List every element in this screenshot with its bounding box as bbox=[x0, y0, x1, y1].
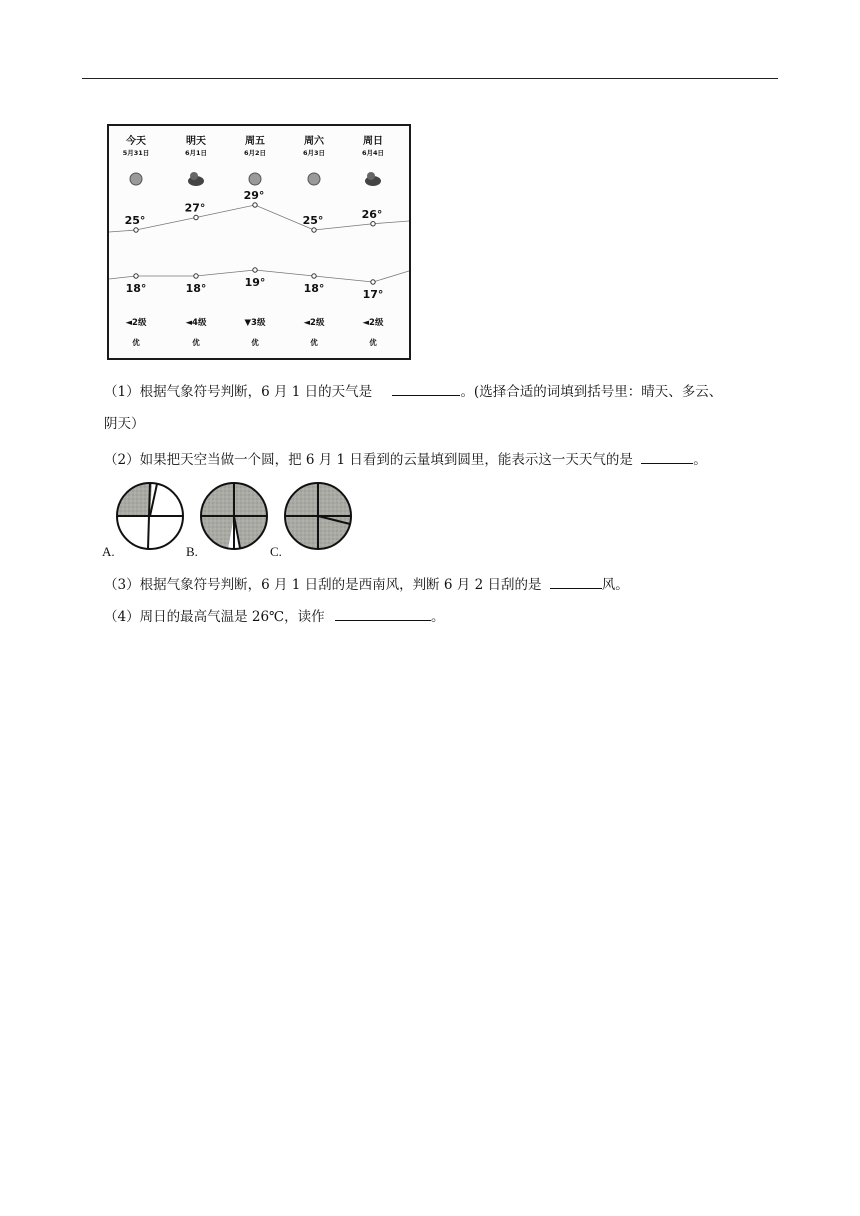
air-quality: 优 bbox=[132, 338, 140, 347]
day-date: 5月31日 bbox=[122, 149, 150, 157]
low-temp-point bbox=[312, 274, 316, 278]
day-name: 周六 bbox=[304, 136, 324, 147]
weather-forecast-panel bbox=[107, 124, 411, 360]
forecast-drawing bbox=[109, 126, 409, 358]
option-a-circle[interactable] bbox=[117, 483, 183, 549]
low-temp-point bbox=[194, 274, 198, 278]
high-temp-point bbox=[194, 215, 198, 219]
option-b-circle[interactable] bbox=[201, 483, 267, 549]
answer-blank-3[interactable] bbox=[550, 574, 602, 589]
high-temp-point bbox=[371, 222, 375, 226]
high-temp-label: 25° bbox=[302, 214, 324, 227]
high-temp-point bbox=[134, 228, 138, 232]
wind-level: ◄2级 bbox=[362, 318, 384, 328]
day-name: 今天 bbox=[126, 136, 146, 147]
question-1 bbox=[104, 381, 722, 402]
air-quality: 优 bbox=[251, 338, 259, 347]
day-date: 6月4日 bbox=[361, 149, 385, 157]
air-quality: 优 bbox=[369, 338, 377, 347]
question-2-end: 。 bbox=[693, 452, 707, 468]
low-temp-point bbox=[371, 280, 375, 284]
sun-icon bbox=[249, 173, 261, 185]
question-1-line-2: 阴天） bbox=[104, 416, 145, 432]
day-date: 6月3日 bbox=[302, 149, 326, 157]
air-quality: 优 bbox=[192, 338, 200, 347]
day-name: 明天 bbox=[186, 136, 206, 147]
answer-blank-1[interactable] bbox=[392, 381, 460, 396]
day-date: 6月2日 bbox=[243, 149, 267, 157]
wind-level: ◄4级 bbox=[185, 318, 207, 328]
cloud-options bbox=[100, 478, 370, 558]
low-temp-label: 18° bbox=[303, 282, 325, 295]
wind-level: ▼3级 bbox=[244, 318, 266, 328]
low-temp-label: 19° bbox=[244, 276, 266, 289]
answer-blank-4[interactable] bbox=[335, 606, 431, 621]
cloud-icon bbox=[188, 172, 204, 186]
sun-icon bbox=[130, 173, 142, 185]
high-temp-point bbox=[312, 228, 316, 232]
question-2-text: （2）如果把天空当做一个圆，把 6 月 1 日看到的云量填到圆里，能表示这一天天气的是 bbox=[104, 452, 633, 468]
question-4-end: 。 bbox=[430, 609, 445, 625]
cloud-icon bbox=[365, 172, 381, 186]
option-b-label: B. bbox=[186, 544, 198, 559]
day-date: 6月1日 bbox=[184, 149, 208, 157]
option-c-circle[interactable] bbox=[285, 483, 351, 549]
question-3-text: （3）根据气象符号判断，6 月 1 日刮的是西南风，判断 6 月 2 日刮的是 bbox=[104, 577, 542, 593]
question-3 bbox=[104, 574, 629, 595]
low-temp-point bbox=[134, 274, 138, 278]
high-temp-label: 25° bbox=[124, 214, 146, 227]
wind-level: ◄2级 bbox=[125, 318, 147, 328]
low-temp-label: 17° bbox=[362, 288, 384, 301]
high-temp-point bbox=[253, 203, 257, 207]
question-4-text: （4）周日的最高气温是 26℃，读作 bbox=[104, 609, 325, 625]
high-temp-label: 29° bbox=[243, 189, 265, 202]
low-temp-point bbox=[253, 268, 257, 272]
day-name: 周日 bbox=[363, 136, 383, 147]
wind-level: ◄2级 bbox=[303, 318, 325, 328]
question-3-end: 风。 bbox=[601, 577, 629, 593]
question-1-text: （1）根据气象符号判断，6 月 1 日的天气是 bbox=[104, 384, 373, 400]
question-4 bbox=[104, 606, 444, 627]
sun-icon bbox=[308, 173, 320, 185]
low-temp-label: 18° bbox=[125, 282, 147, 295]
high-temp-label: 26° bbox=[361, 207, 383, 221]
option-a-label: A. bbox=[102, 544, 115, 559]
question-2 bbox=[104, 449, 707, 470]
air-quality: 优 bbox=[310, 338, 318, 347]
header-rule bbox=[82, 78, 778, 79]
day-name: 周五 bbox=[245, 136, 265, 147]
question-1-text-2: 。(选择合适的词填到括号里：晴天、多云、 bbox=[460, 384, 723, 400]
low-temp-label: 18° bbox=[185, 282, 207, 295]
high-temp-label: 27° bbox=[184, 201, 206, 215]
option-c-label: C. bbox=[270, 544, 282, 559]
answer-blank-2[interactable] bbox=[641, 449, 693, 464]
